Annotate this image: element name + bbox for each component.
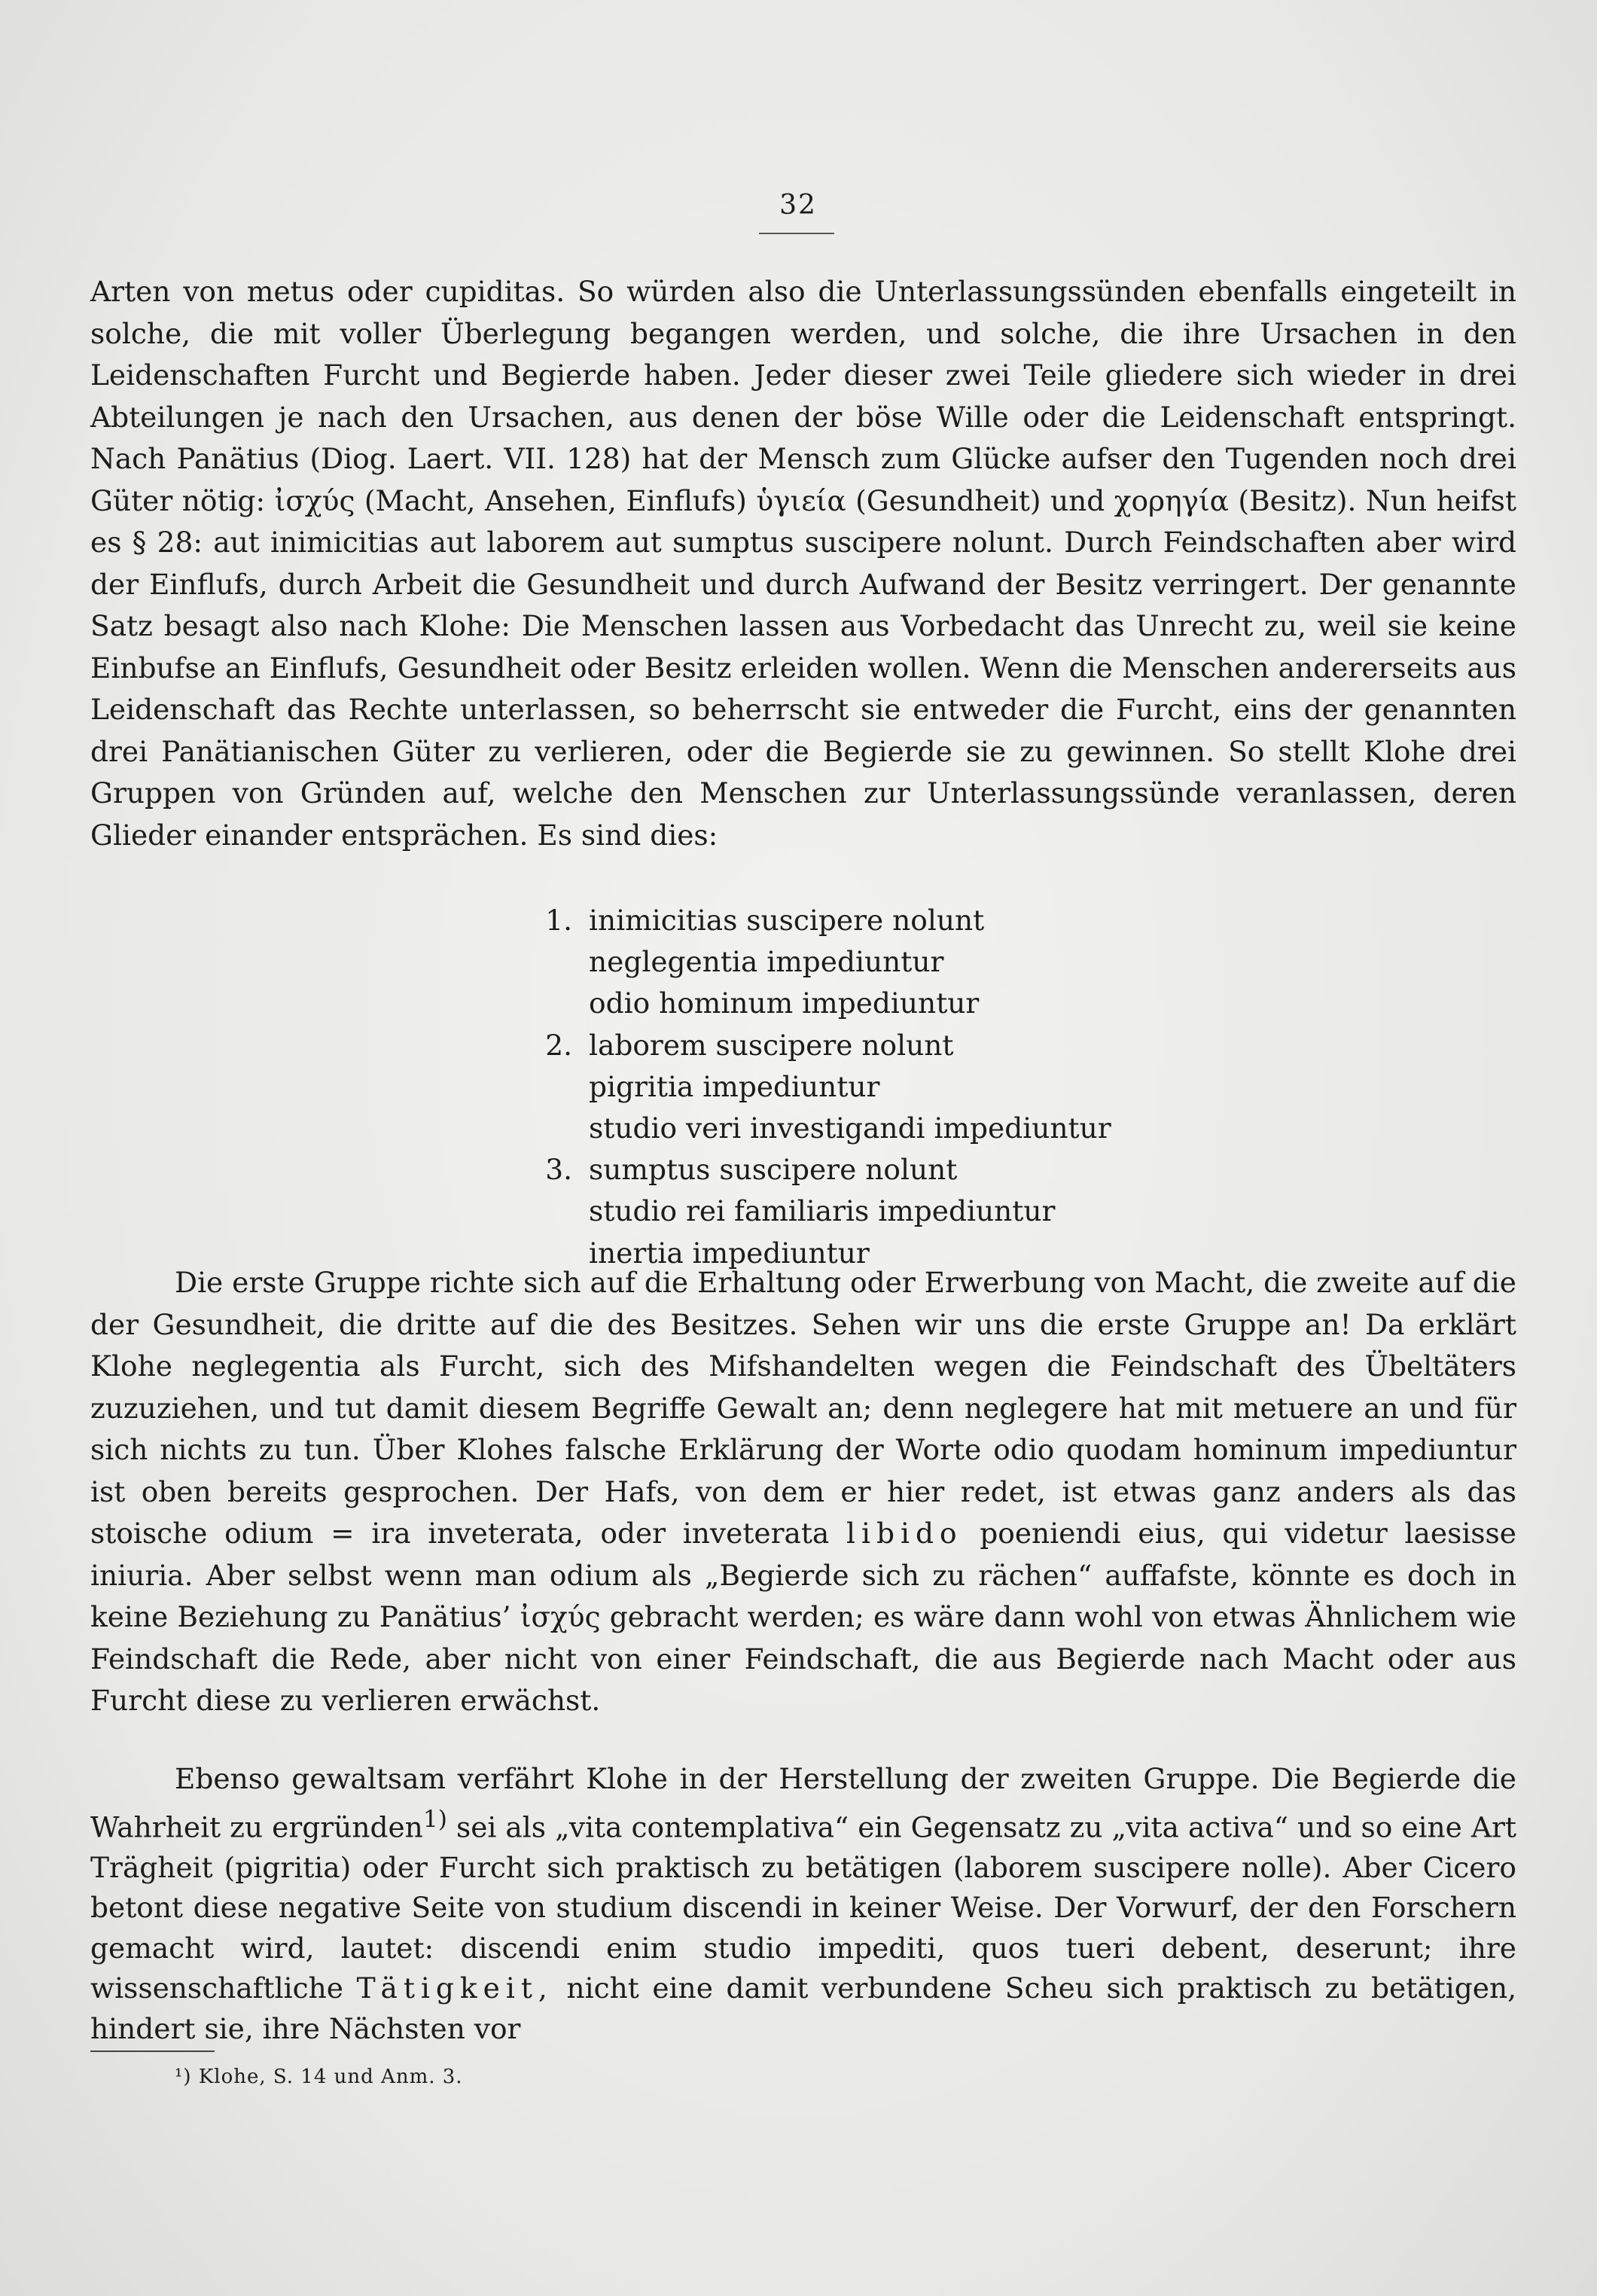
paragraph-3	[90, 1759, 1516, 2049]
paragraph-2	[90, 1262, 1516, 1722]
footnote-rule	[90, 2051, 215, 2052]
paragraph-3-text-a: Ebenso gewaltsam verfährt Klohe in der Herstellung der zweiten Gruppe. Die Begierde die Wahrheit zu ergründen	[90, 1762, 1516, 1843]
paragraph-2-text-a: Die erste Gruppe richte sich auf die Erhaltung oder Erwerbung von Macht, die zweite auf die der Gesundheit, die dritte auf die des Besitzes. Sehen wir uns die erste Gruppe an! Da erklärt Klohe neglegentia als Furcht, sich des Mifshandelten wegen die Feindschaft des Übeltäters zuzuziehen, und tut damit diesem Begriffe Gewalt an; denn neglegere hat mit metuere an und für sich nichts zu tun. Über Klohes falsche Erklärung der Worte odio quodam hominum impediuntur ist oben bereits gesprochen. Der Hafs, von dem er hier redet, ist etwas ganz anders als das stoische odium = ira inveterata, oder inveterata	[90, 1266, 1516, 1550]
list-number: 3.	[545, 1153, 572, 1187]
spaced-word-taetigkeit: Tätigkeit,	[356, 1971, 553, 2005]
list-line: studio veri investigandi impediuntur	[589, 1111, 1111, 1145]
paragraph-2-text-b: poeniendi eius, qui videtur laesisse iniuria. Aber selbst wenn man odium als „Begierde sich zu rächen“ auffafste, könnte es doch in keine Beziehung zu Panätius’ ἰσχύς gebracht werden; es wäre dann wohl von etwas Ähnlichem wie Feindschaft die Rede, aber nicht von einer Feindschaft, die aus Begierde nach Macht oder aus Furcht diese zu verlieren erwächst.	[90, 1517, 1516, 1717]
paragraph-1: Arten von metus oder cupiditas. So würden also die Unterlassungssünden ebenfalls eingeteilt in solche, die mit voller Überlegung begangen werden, und solche, die ihre Ursachen in den Leidenschaften Furcht und Begierde haben. Jeder dieser zwei Teile gliedere sich wieder in drei Abteilungen je nach den Ursachen, aus denen der böse Wille oder die Leidenschaft entspringt. Nach Panätius (Diog. Laert. VII. 128) hat der Mensch zum Glücke aufser den Tugenden noch drei Güter nötig: ἰσχύς (Macht, Ansehen, Einflufs) ὑγιεία (Gesundheit) und χορηγία (Besitz). Nun heifst es § 28: aut inimicitias aut laborem aut sumptus suscipere nolunt. Durch Feindschaften aber wird der Einflufs, durch Arbeit die Gesundheit und durch Aufwand der Besitz verringert. Der genannte Satz besagt also nach Klohe: Die Menschen lassen aus Vorbedacht das Unrecht zu, weil sie keine Einbufse an Einflufs, Gesundheit oder Besitz erleiden wollen. Wenn die Menschen andererseits aus Leidenschaft das Rechte unterlassen, so beherrscht sie entweder die Furcht, eins der genannten drei Panätianischen Güter zu verlieren, oder die Begierde sie zu gewinnen. So stellt Klohe drei Gruppen von Gründen auf, welche den Menschen zur Unterlassungssünde veranlassen, deren Glieder einander entsprächen. Es sind dies:	[90, 275, 1516, 852]
list-line: pigritia impediuntur	[589, 1069, 880, 1103]
footnote-reference: 1)	[422, 1805, 447, 1833]
list-number: 2.	[545, 1028, 572, 1062]
paragraph-3-text-c: nicht eine damit verbundene Scheu sich praktisch zu betätigen, hindert sie, ihre Nächsten vor	[90, 1971, 1517, 2045]
list-line: inimicitias suscipere nolunt	[589, 904, 985, 937]
header-rule	[759, 233, 834, 234]
page-number: 32	[779, 190, 817, 221]
paragraph-3-text-b: sei als „vita contemplativa“ ein Gegensatz zu „vita activa“ und so eine Art Trägheit (pigritia) oder Furcht sich praktisch zu betätigen (laborem suscipere nolle). Aber Cicero betont diese negative Seite von studium discendi in keiner Weise. Der Vorwurf, der den Forschern gemacht wird, lautet: discendi enim studio impediti, quos tueri debent, deserunt; ihre wissenschaftliche	[90, 1810, 1516, 2005]
list-line: inertia impediuntur	[589, 1236, 870, 1270]
list-line: odio hominum impediuntur	[589, 986, 980, 1020]
list-line: sumptus suscipere nolunt	[589, 1153, 958, 1187]
list-number: 1.	[545, 904, 572, 937]
spaced-word-libido: libido	[846, 1517, 963, 1550]
list-line: studio rei familiaris impediuntur	[589, 1194, 1056, 1228]
footnote: ¹) Klohe, S. 14 und Anm. 3.	[175, 2066, 463, 2088]
list-line: neglegentia impediuntur	[589, 945, 944, 979]
list-line: laborem suscipere nolunt	[589, 1028, 954, 1062]
